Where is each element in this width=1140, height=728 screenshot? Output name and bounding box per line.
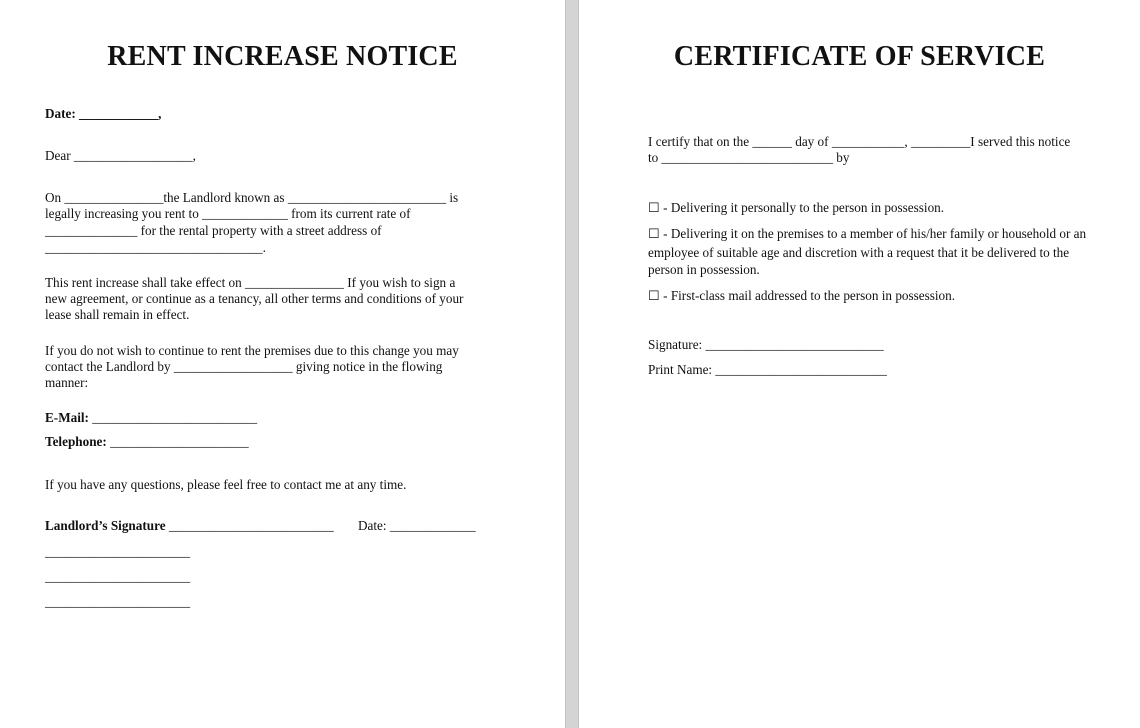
telephone-blank: _____________________ bbox=[110, 434, 249, 449]
print-name-blank: __________________________ bbox=[715, 362, 887, 377]
email-label: E-Mail: bbox=[45, 410, 89, 425]
address-line-2: ______________________ bbox=[45, 569, 191, 584]
right-document-page bbox=[579, 0, 1140, 728]
paragraph-2-line-1: This rent increase shall take effect on _______________ If you wish to sign a bbox=[45, 275, 456, 290]
paragraph-1-line-2: legally increasing you rent to _____________ from its current rate of bbox=[45, 206, 411, 221]
signature-date-label: Date: bbox=[358, 518, 387, 533]
checkbox-icon[interactable]: ☐ bbox=[648, 288, 660, 303]
certify-line-2: to __________________________ by bbox=[648, 150, 850, 165]
option-premises-line-2: employee of suitable age and discretion with a request that it be delivered to the bbox=[648, 245, 1070, 260]
paragraph-1-line-3: ______________ for the rental property with a street address of bbox=[45, 223, 382, 238]
checkbox-icon[interactable]: ☐ bbox=[648, 226, 660, 241]
address-line-3: ______________________ bbox=[45, 594, 191, 609]
landlord-signature-blank: _________________________ bbox=[168, 518, 334, 533]
date-line: Date: ____________, bbox=[45, 106, 162, 121]
option-personal-delivery bbox=[648, 200, 944, 217]
paragraph-2-line-2: new agreement, or continue as a tenancy, all other terms and conditions of your bbox=[45, 291, 464, 306]
certificate-signature-blank: ___________________________ bbox=[705, 337, 884, 352]
paragraph-1-line-4: _________________________________. bbox=[45, 240, 266, 255]
telephone-label: Telephone: bbox=[45, 434, 107, 449]
questions-line: If you have any questions, please feel free to contact me at any time. bbox=[45, 477, 407, 492]
page-gutter bbox=[565, 0, 579, 728]
email-row bbox=[45, 410, 257, 427]
certificate-signature-row bbox=[648, 337, 884, 354]
checkbox-icon[interactable]: ☐ bbox=[648, 200, 660, 215]
paragraph-3-line-1: If you do not wish to continue to rent the premises due to this change you may bbox=[45, 343, 459, 358]
option-premises-text-1: - Delivering it on the premises to a member of his/her family or household or an bbox=[663, 226, 1087, 241]
option-premises-line-3: person in possession. bbox=[648, 262, 760, 277]
certificate-signature-label: Signature: bbox=[648, 337, 703, 352]
email-blank: _________________________ bbox=[92, 410, 258, 425]
signature-date-blank: _____________ bbox=[389, 518, 476, 533]
address-line-1: ______________________ bbox=[45, 544, 191, 559]
left-document-page bbox=[0, 0, 565, 728]
paragraph-2-line-3: lease shall remain in effect. bbox=[45, 307, 190, 322]
rent-increase-title: RENT INCREASE NOTICE bbox=[107, 41, 458, 72]
paragraph-3-line-2: contact the Landlord by __________________ giving notice in the flowing bbox=[45, 359, 443, 374]
landlord-signature-row bbox=[45, 518, 334, 535]
print-name-row bbox=[648, 362, 887, 379]
option-mail-text: - First-class mail addressed to the person in possession. bbox=[663, 288, 956, 303]
print-name-label: Print Name: bbox=[648, 362, 713, 377]
option-premises-line-1 bbox=[648, 226, 1086, 243]
certificate-title: CERTIFICATE OF SERVICE bbox=[673, 41, 1046, 72]
landlord-signature-label: Landlord’s Signature bbox=[45, 518, 166, 533]
option-first-class-mail bbox=[648, 288, 955, 305]
option-personal-text: - Delivering it personally to the person in possession. bbox=[663, 200, 945, 215]
paragraph-1-line-1: On _______________the Landlord known as ________________________ is bbox=[45, 190, 459, 205]
paragraph-3-line-3: manner: bbox=[45, 375, 89, 390]
telephone-row bbox=[45, 434, 249, 451]
certify-line-1: I certify that on the ______ day of ___________, _________I served this notice bbox=[648, 134, 1071, 149]
signature-date-row bbox=[358, 518, 476, 535]
dear-line: Dear __________________, bbox=[45, 148, 196, 163]
